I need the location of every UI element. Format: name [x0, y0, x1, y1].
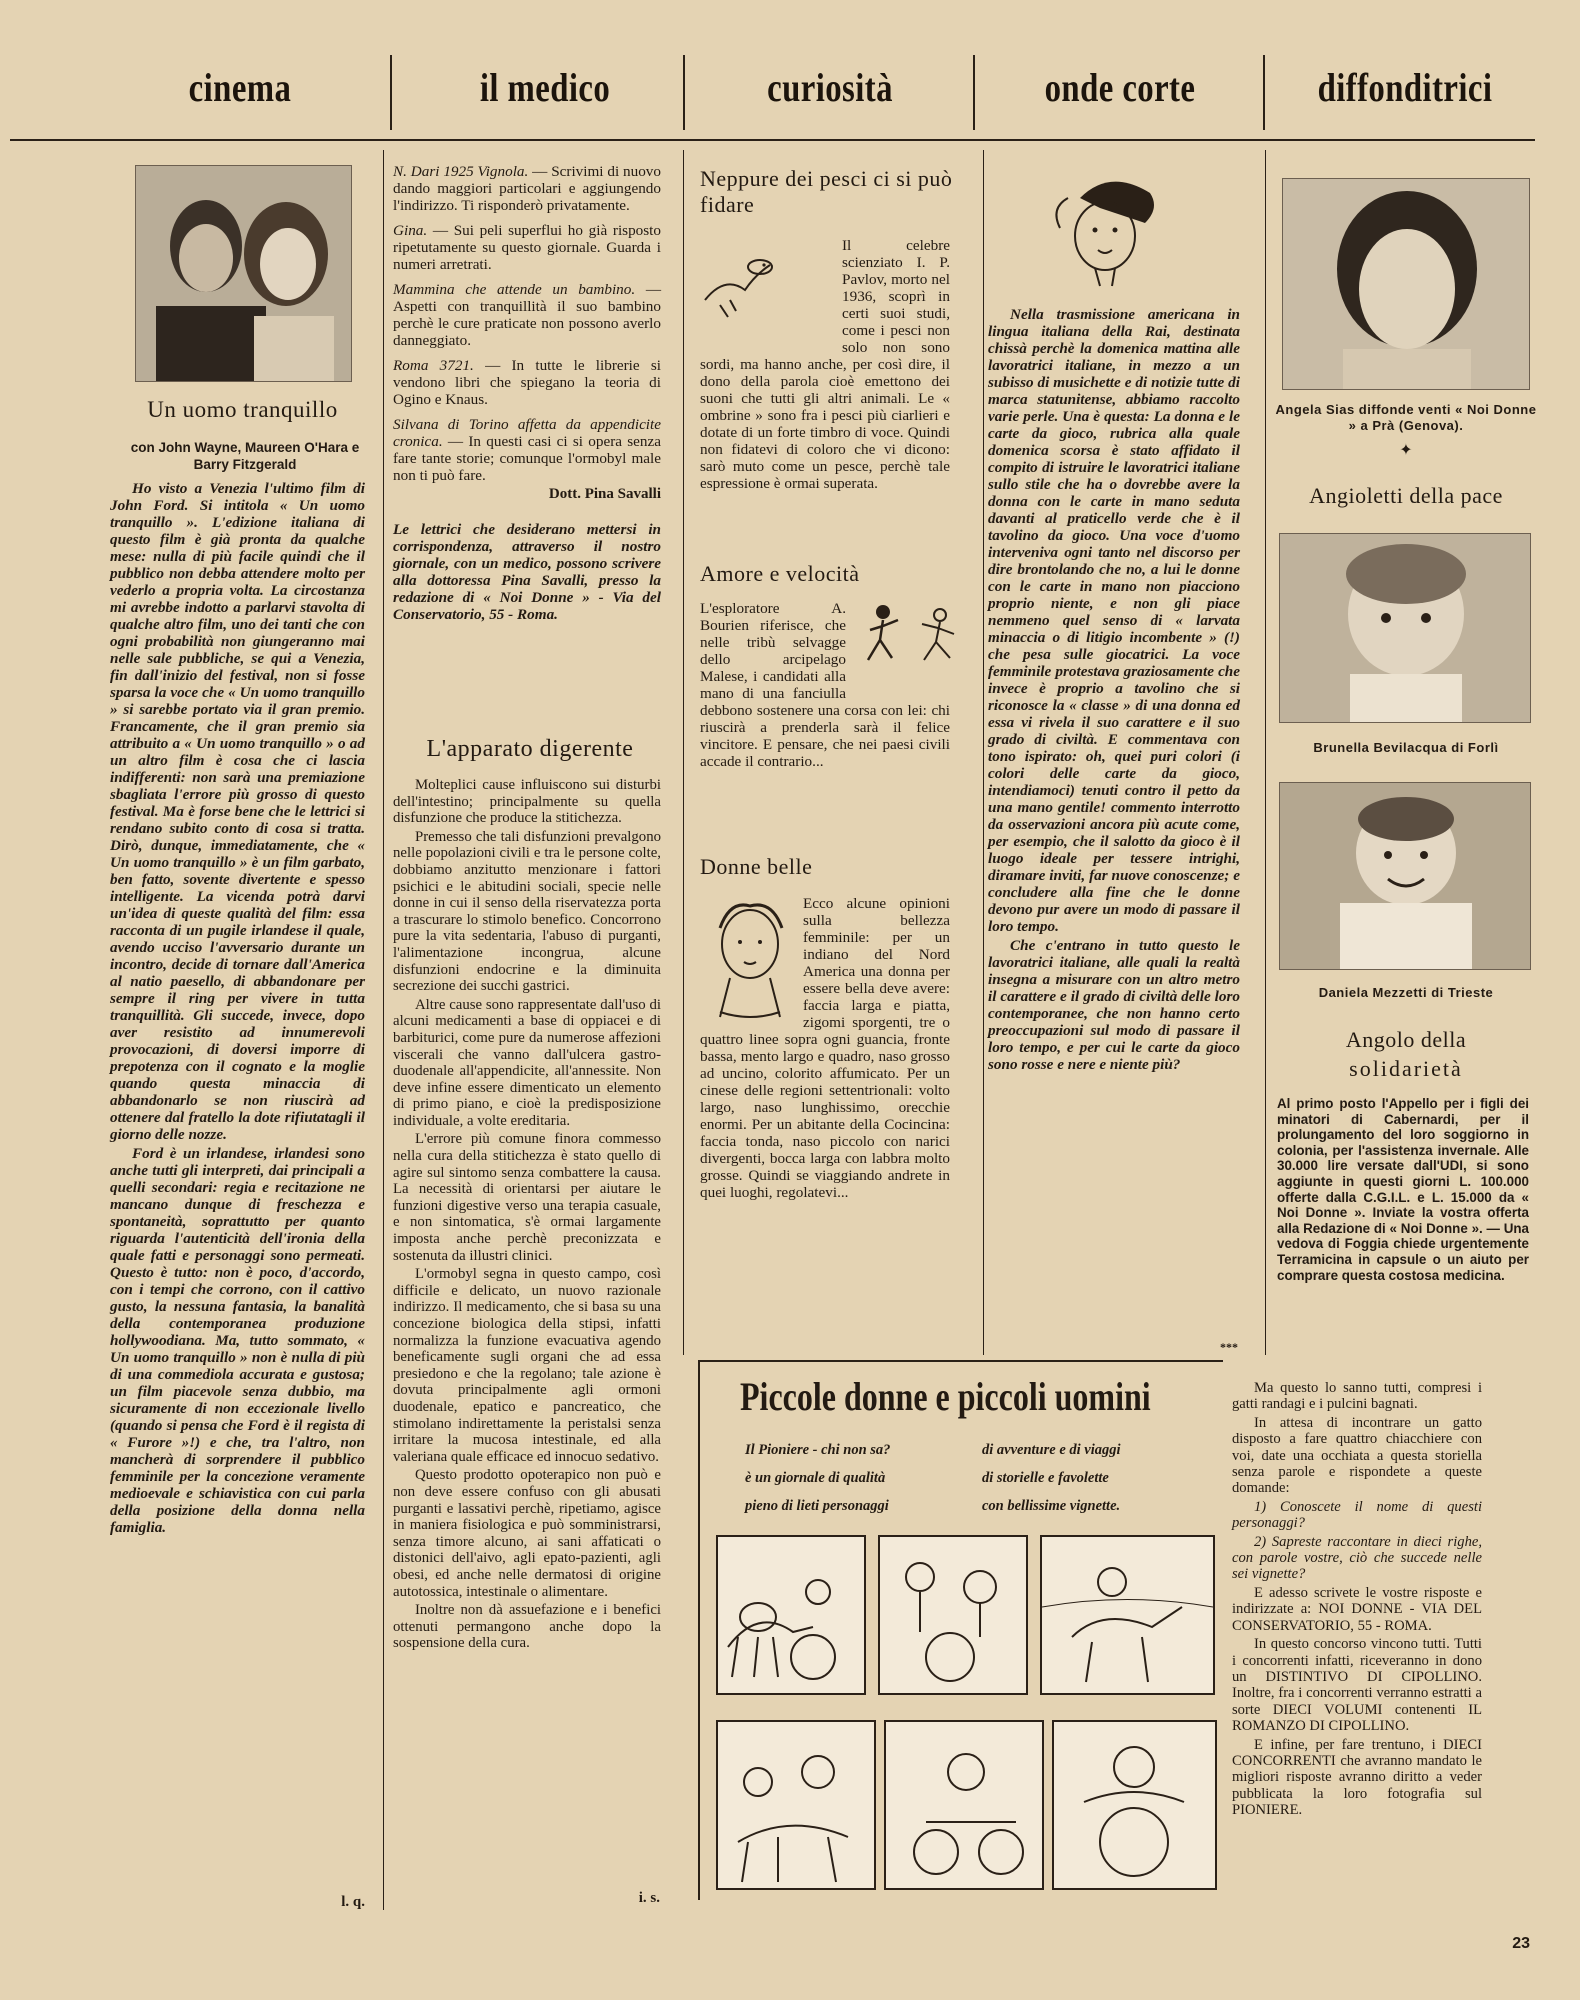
letter-answer: — In questi casi ci si opera senza fare tante storie; comunque l'ormobyl male non ti può fare. — [393, 433, 661, 484]
brunella-bevilacqua-caption: Brunella Bevilacqua di Forlì — [1313, 740, 1499, 755]
film-review-paragraph: Ford è un irlandese, irlandesi sono anche tutti gli interpreti, dai principali a quelli secondari: regia e recitazione ne mancano dunque di freschezza e spontaneità, soprattutto per quanto riguarda l'autenticità dell'ironia della quale fatti e personaggi sono permeati. Questo è tutto: non è poco, d'accordo, con i tempi che corrono, con il cattivo gusto, la nessuna fantasia, la banalità della contemporanea produzione hollywoodiana. Ma, tutto sommato, « Un uomo tranquillo » non è nulla di più di una commediola accurata e gustosa; un film piacevole senza dubbio, ma sicuramente di non eccezionale livello (quando si pensa che Ford è il regista di « Furore »!) e che, tra l'altro, non mancherà di sorprendere il pubblico femminile per la concezione veramente medioevale e schiavistica con cui parla della posizione della donna nella famiglia. — [110, 1145, 365, 1536]
letter-reply — [393, 281, 661, 349]
doctor-notice: Le lettrici che desiderano mettersi in corrispondenza, attraverso il nostro giornale, con un medico, possono scrivere alla dottoressa Pina Savalli, presso la redazione di « Noi Donne » - Via del Conservatorio, 55 - Roma. — [393, 521, 661, 623]
header-divider — [390, 55, 392, 130]
header-divider — [973, 55, 975, 130]
pioniere-paragraph: E infine, per fare trentuno, i DIECI CONCORRENTI che avranno mandato le migliori risposte avranno diritto a veder pubblicata la loro fotografia sul PIONIERE. — [1232, 1736, 1482, 1819]
daniela-mezzetti-photo — [1279, 782, 1531, 970]
digestion-paragraph: Inoltre non dà assuefazione e i benefici ottenuti permangono anche dopo la sospensione della cura. — [393, 1602, 661, 1652]
comic-rider-icon — [1042, 1537, 1213, 1693]
love-item-title: Amore e velocità — [700, 561, 860, 586]
film-still-photo — [135, 165, 352, 382]
film-still-icon — [136, 166, 352, 382]
comic-panel — [716, 1535, 866, 1695]
digestion-article-signature: i. s. — [638, 1890, 660, 1906]
letter-reply — [393, 222, 661, 273]
letter-sender: Gina. — [393, 222, 428, 239]
pioniere-contest-text — [1232, 1380, 1482, 1821]
column-divider — [683, 150, 684, 1355]
pioniere-ad-line: è un giornale di qualità — [745, 1470, 886, 1486]
digestion-paragraph: L'errore più comune finora commesso nella cura della stitichezza è stato quello di agire sul sintomo senza combattere la causa. La necessità di orientarsi per aiutare le funzioni digestive verso una terapia casuale, e non sintomatica, s'è ormai largamente imposta anche perchè preconizzata e sostenuta da illustri clinici. — [393, 1131, 661, 1264]
fish-item-body: Il celebre scienziato I. P. Pavlov, morto nel 1936, scoprì in certi suoi studi, come i pesci non solo non sono sordi, ma hanno anche, per così dire, il dono della parola cioè emettono dei suoni che tutti gli altri animali. Le « ombrine » sono fra i pesci più ciarlieri e dotate di un forte timbro di voce. Quindi non fidatevi di coloro che vi dicono: sarò muto come un pesce, perchè tale espressione è ormai superata. — [700, 237, 950, 492]
letter-reply — [393, 163, 661, 214]
fish-item-title: Neppure dei pesci ci si può fidare — [700, 166, 953, 217]
pioniere-question: 1) Conoscete il nome di questi personaggi? — [1232, 1498, 1482, 1532]
digestion-article-body — [393, 777, 661, 1654]
pioniere-paragraph: Ma questo lo sanno tutti, compresi i gatti randagi e i pulcini bagnati. — [1232, 1380, 1482, 1413]
pioniere-ad-line: con bellissime vignette. — [982, 1498, 1121, 1514]
angela-sias-photo — [1282, 178, 1530, 390]
digestion-paragraph: L'ormobyl segna in questo campo, così difficile e delicato, un nuovo razionale indirizzo. Il medicamento, che si basa su una concezione biologica della stipsi, infatti normalizza la funzione evacuativa agendo beneficamente sugli organi che ad essa presiedono e che la regolano; tale azione è dovuta principalmente agli ormoni duodenale, epatico e pancreatico, che stimolano indirettamente la peristalsi senza irritare la mucosa intestinale, ed alla valeriana quale efficace ed innocuo sedativo. — [393, 1266, 661, 1465]
comic-panel — [1052, 1720, 1217, 1890]
solidarity-title-line2: solidarietà — [1349, 1056, 1463, 1081]
header-rule — [10, 139, 1535, 141]
angela-sias-caption: Angela Sias diffonde venti « Noi Donne » a Prà (Genova). — [1275, 402, 1537, 433]
peace-angels-title: Angioletti della pace — [1309, 483, 1503, 508]
letter-sender: Roma 3721. — [393, 357, 474, 374]
letter-answer: — Sui peli superflui ho già risposto ripetutamente su questo giornale. Guarda i numeri arretrati. — [393, 222, 661, 273]
letter-answer: — Aspetti con tranquillità il suo bambino perchè le cure praticate non possono averlo danneggiato. — [393, 281, 662, 349]
comic-wagon-icon — [886, 1722, 1042, 1888]
pioniere-box-left-border — [698, 1360, 700, 1900]
section-header-il-medico: il medico — [479, 65, 611, 110]
film-review-subtitle: con John Wayne, Maureen O'Hara e Barry Fitzgerald — [130, 440, 360, 472]
letter-sender: N. Dari 1925 Vignola. — [393, 163, 529, 180]
pioniere-spacer — [700, 1365, 1550, 1366]
comic-panel — [1040, 1535, 1215, 1695]
column-divider — [1265, 150, 1266, 1355]
column-divider — [983, 150, 984, 1355]
letter-sender: Silvana di Torino affetta da appendicite cronica. — [393, 416, 661, 450]
page-number: 23 — [1512, 1935, 1530, 1952]
letter-reply — [393, 357, 661, 408]
pioniere-ad-right — [982, 1436, 1202, 1520]
radio-paragraph: Che c'entrano in tutto questo le lavoratrici italiane, alle quali la realtà insegna a misurare con un altro metro il carattere e il grado di civiltà delle loro contemporanee, che non hanno certo preoccupazioni sul modo di passare il loro tempo, e per cui le carte da gioco sono rosse e nere e niente più? — [988, 937, 1240, 1073]
section-header-diffonditrici: diffonditrici — [1317, 65, 1493, 110]
daniela-mezzetti-caption: Daniela Mezzetti di Trieste — [1318, 985, 1494, 1000]
comic-panel — [878, 1535, 1028, 1695]
beauty-item-text — [700, 895, 950, 1201]
section-header-cinema: cinema — [188, 65, 292, 110]
pioniere-ad-line: Il Pioniere - chi non sa? — [745, 1442, 891, 1458]
comic-horse-cart-icon — [718, 1537, 864, 1693]
letter-answer: — In tutte le librerie si vendono libri che spiegano la teoria di Ogino e Knaus. — [393, 357, 661, 408]
comic-panel — [716, 1720, 876, 1890]
portrait-photo-icon — [1283, 179, 1530, 390]
solidarity-text: Al primo posto l'Appello per i figli dei minatori di Cabernardi, per il prolungamento del loro soggiorno in colonia, per l'assistenza invernale. Alle 30.000 lire versate dall'UDI, si sono aggiunte in questi giorni L. 100.000 offerte dalla C.G.I.L. e L. 15.000 da « Noi Donne ». Inviate la vostra offerta alla Redazione di « Noi Donne ». — Una vedova di Foggia chiede urgentemente Terramicina in capsule o un aiuto per comprare questa costosa medicina. — [1277, 1096, 1529, 1283]
fish-float-spacer — [700, 237, 842, 343]
comic-panel — [884, 1720, 1044, 1890]
solidarity-title-line1: Angolo della — [1345, 1027, 1467, 1052]
pioniere-paragraph: E adesso scrivete le vostre risposte e indirizzate a: NOI DONNE - VIA DEL CONSERVATORIO, 55 - ROMA. — [1232, 1584, 1482, 1634]
fish-item-text — [700, 237, 950, 492]
brunella-bevilacqua-photo — [1279, 533, 1531, 723]
letter-sender: Mammina che attende un bambino. — [393, 281, 636, 298]
radio-listener-icon — [1040, 168, 1170, 288]
pioniere-ad-left — [745, 1436, 975, 1520]
radio-column-body — [988, 306, 1240, 1075]
digestion-paragraph: Premesso che tali disfunzioni prevalgono nelle popolazioni civili e tra le persone colte, dobbiamo anzitutto menzionare i fattori psichici e le abitudini sociali, specie nelle donne in cui il senso della riservatezza porta a trascurare lo stimolo benefico. Concorrono pure la vita sedentaria, l'abuso di purganti, l'alimentazione incongrua, alcune disfunzioni endocrine e la diminuita secrezione dei succhi gastrici. — [393, 828, 661, 995]
doctor-signature: Dott. Pina Savalli — [548, 486, 661, 502]
letter-answer: — Scrivimi di nuovo dando maggiori particolari e aggiungendo l'indirizzo. Ti risponderò privatamente. — [393, 163, 661, 214]
pioniere-paragraph: In questo concorso vincono tutti. Tutti i concorrenti infatti, riceveranno in dono un DISTINTIVO DI CIPOLLINO. Inoltre, fra i concorrenti verranno estratti a sorte DIECI VOLUMI contenenti IL ROMANZO DI CIPOLLINO. — [1232, 1636, 1482, 1735]
pioniere-ad-line: di avventure e di viaggi — [982, 1442, 1121, 1458]
pioniere-question: 2) Sapreste raccontare in dieci righe, con parole vostre, ciò che succede nelle sei vignette? — [1232, 1533, 1482, 1583]
beauty-item-title: Donne belle — [700, 854, 813, 879]
pioniere-ad-line: pieno di lieti personaggi — [745, 1498, 889, 1514]
child-photo-icon — [1280, 534, 1531, 723]
film-review-paragraph: Ho visto a Venezia l'ultimo film di John Ford. Si intitola « Un uomo tranquillo ». L'edizione italiana di questo film è già pronta da qualche mese: nulla di più facile quindi che il pubblico non debba attendere molto per vederlo a propria volta. La circostanza mi avrebbe indotto a parlarvi stavolta di qualche altro film, uno dei tanti che con ogni probabilità non giungeranno mai nelle sale pubbliche, se qui a Venezia, fin dall'inizio del festival, non si fosse sparsa la voce che « Un uomo tranquillo » si sarebbe portato via il gran premio. Francamente, che il gran premio sia attribuito a « Un uomo tranquillo » o ad un altro film è cosa che ci lascia indifferenti: non sarà una premiazione sbagliata l'errore più grosso di questo festival. Ma è forse bene che le lettrici si rendano subito conto di cosa si tratta. Dirò, dunque, immediatamente, che « Un uomo tranquillo » è un film garbato, ben fatto, sovente divertente e spesso intelligente. La vicenda potrà darvi un'idea di queste qualità del film: essa racconta di un pugile irlandese il quale, avendo ucciso l'avversario durante un incontro, decide di tornare dall'America al natio paesello, di abbandonare per sempre il ring per vivere in tutta tranquillità. Gli succede, invece, dopo aver resistito ad innumerevoli provocazioni, di doversi imporre di prepotenza con il cognato e la moglie quando questa minaccia di abbandonarlo se non riuscirà ad ottenere dal fratello la dote rifiutatagli il giorno delle nozze. — [110, 480, 365, 1143]
digestion-paragraph: Altre cause sono rappresentate dall'uso di alcuni medicamenti a base di oppiacei e di barbiturici, come pure da numerose affezioni viscerali che vanno dall'ulcera gastro-duodenale all'appendicite, all'annessite. Non deve infine essere dimenticato un elemento di primo piano, e cioè la predisposizione individuale, a volte ereditaria. — [393, 996, 661, 1129]
love-float-spacer — [846, 600, 950, 702]
separator-star-icon: ✦ — [1399, 440, 1413, 459]
pioniere-paragraph: In attesa di incontrare un gatto disposto a fare quattro chiacchiere con voi, date una occhiata a questa storiella senza parole e rispondete a queste domande: — [1232, 1414, 1482, 1497]
pioniere-ad-line: di storielle e favolette — [982, 1470, 1109, 1486]
comic-parade-icon — [718, 1722, 874, 1888]
love-item-text — [700, 600, 950, 770]
beauty-float-spacer — [700, 895, 803, 1029]
digestion-article-title: L'apparato digerente — [426, 736, 634, 762]
column-divider — [383, 150, 384, 1910]
doctor-letters — [393, 163, 661, 623]
digestion-paragraph: Molteplici cause influiscono sui disturbi dell'intestino; principalmente su quella disfunzione che produce la stitichezza. — [393, 777, 661, 827]
digestion-paragraph: Questo prodotto opoterapico non può e non deve essere confuso con gli abusati purganti e lassativi perchè, ripetiamo, agisce in maniera fisiologica e può somministrarsi, senza timore alcuno, ai sani affaticati o distonici dell'aivo, agli epato-pazienti, agli obesi, ed anche nelle dermatosi di origine autotossica, intestinale o alimentare. — [393, 1467, 661, 1600]
comic-characters-icon — [880, 1537, 1026, 1693]
pioniere-box-top-border — [698, 1360, 1223, 1362]
comic-finale-icon — [1054, 1722, 1215, 1888]
love-item-body: L'esploratore A. Bourien riferisce, che nelle tribù selvagge dello arcipelago Malese, i candidati alla mano di una fanciulla debbono sostenere una corsa con lei: chi riuscirà a prenderla sarà il felice vincitore. E pensare, che nei paesi civili accade il contrario... — [700, 600, 950, 770]
beauty-item-body: Ecco alcune opinioni sulla bellezza femminile: per un indiano del Nord America una donna per essere bella deve avere: faccia larga e piatta, zigomi sporgenti, tre o quattro linee sopra ogni guancia, fronte bassa, mento largo e quadro, naso grosso ad uncino, colorito affumicato. Per un cinese delle regioni settentrionali: volto largo, naso lunghissimo, orecchie enormi. Per un abitante della Cocincina: faccia tonda, naso piccolo con narici divergenti, bocca larga con labbra molto grosse. Quindi se viaggiando andrete in quei luoghi, regolatevi... — [700, 895, 950, 1201]
pioniere-title: Piccole donne e piccoli uomini — [740, 1374, 1151, 1419]
letter-reply — [393, 416, 661, 484]
radio-column-signature: *** — [1220, 1340, 1238, 1354]
baby-photo-icon — [1280, 783, 1531, 970]
header-divider — [683, 55, 685, 130]
section-header-onde-corte: onde corte — [1044, 65, 1196, 110]
radio-paragraph: Nella trasmissione americana in lingua italiana della Rai, destinata chissà perchè la domenica mattina alle lavoratrici italiane, in mezzo a un subisso di musichette e di notizie tutte di marca statunitense, abbiamo raccolto varie perle. Una è questa: La donna e le carte da gioco, rubrica alla quale domenica scorsa è stato affidato il compito di istruire le lavoratrici italiane sullo stile che ha o dovrebbe avere la donna con le carte in mano seduta davanti al praticello verde che è il tavolino da gioco. Una voce d'uomo interveniva ogni tanto nel discorso per dire brontolando che no, a lui le donne con le carte in mano non piacciono proprio niente, e non gli piace nemmeno quel senso di « larvata minaccia o di litigio incombente » (!) che pesa sulle giocatrici. La voce femminile protestava graziosamente che invece è proprio a tavolino che si riconosce la « classe » di una donna ed essa vi rivela il suo carattere e il suo grado di civiltà. E commentava con tono ispirato: oh, quei puri colori (i colori delle carte da gioco, intendiamoci) tenuti contro il petto da una mano gentile! commento interrotto da osservazioni ancora più acute come, per esempio, che il salotto da gioco è il luogo ideale per tessere intrighi, diramare inviti, far nuove conoscenze; e concludere alla fine che le donne devono pur avere un modo di passare il loro tempo. — [988, 306, 1240, 935]
radio-listener-illustration — [1040, 168, 1170, 288]
film-review-signature: l. q. — [341, 1894, 365, 1910]
section-header-curiosita: curiosità — [767, 65, 893, 110]
header-divider — [1263, 55, 1265, 130]
film-review-title: Un uomo tranquillo — [147, 397, 338, 422]
film-review-body — [110, 480, 365, 1538]
